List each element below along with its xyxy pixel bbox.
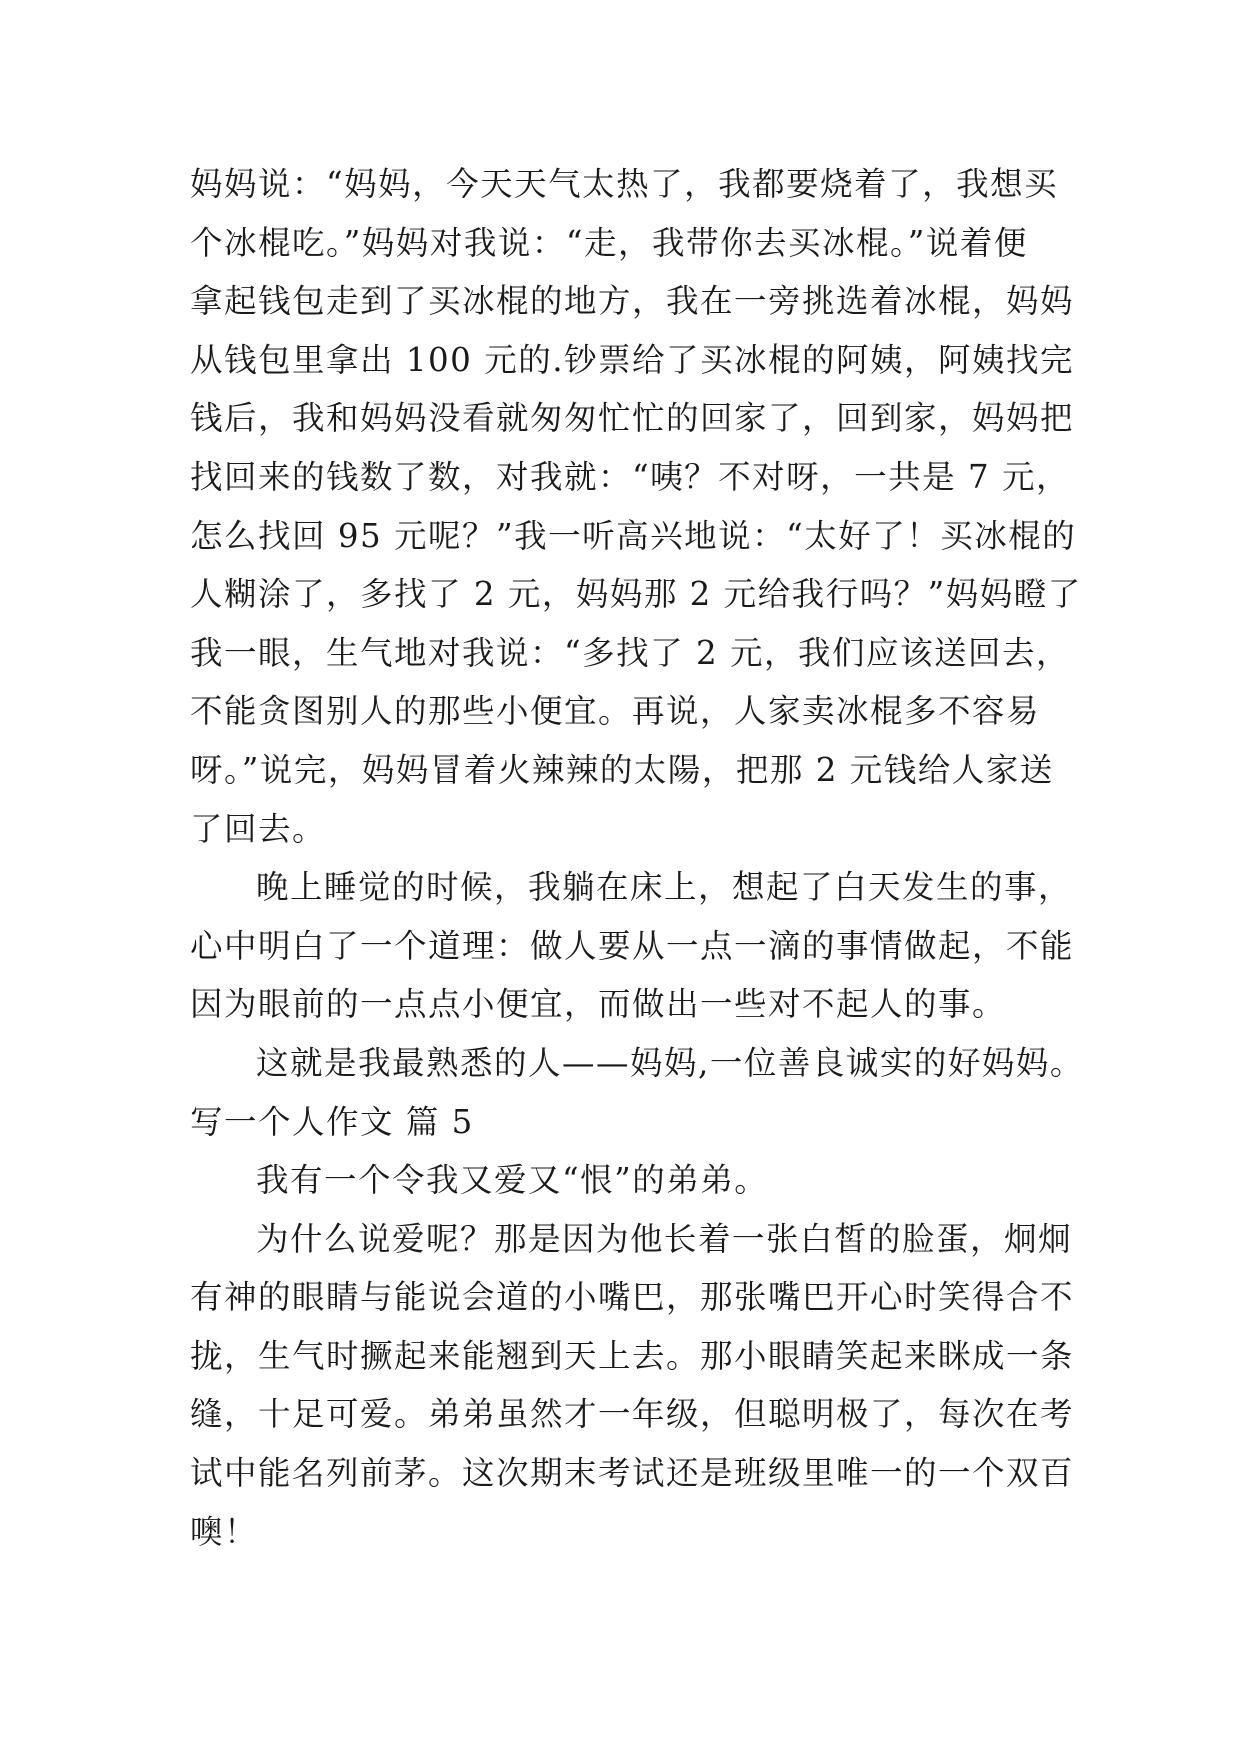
text-line: 了回去。	[190, 809, 327, 848]
text-line: 噢！	[190, 1512, 259, 1551]
text-line: 有神的眼睛与能说会道的小嘴巴，那张嘴巴开心时笑得合不	[190, 1278, 1075, 1317]
text-line: 拿起钱包走到了买冰棍的地方，我在一旁挑选着冰棍，妈妈	[190, 282, 1075, 321]
text-line: 晚上睡觉的时候，我躺在床上，想起了白天发生的事，	[256, 868, 1073, 907]
text-line: 钱后，我和妈妈没看就匆匆忙忙的回家了，回到家，妈妈把	[190, 399, 1075, 438]
text-line: 因为眼前的一点点小便宜，而做出一些对不起人的事。	[190, 985, 1007, 1024]
text-line: 这就是我最熟悉的人——妈妈,一位善良诚实的好妈妈。	[256, 1043, 1084, 1082]
text-line: 心中明白了一个道理：做人要从一点一滴的事情做起，不能	[190, 926, 1075, 965]
text-line: 个冰棍吃。”妈妈对我说：“走，我带你去买冰棍。”说着便	[190, 223, 1028, 262]
text-line: 不能贪图别人的那些小便宜。再说，人家卖冰棍多不容易	[190, 692, 1041, 731]
text-line: 缝，十足可爱。弟弟虽然才一年级，但聪明极了，每次在考	[190, 1395, 1075, 1434]
text-line: 我一眼，生气地对我说：“多找了 2 元，我们应该送回去，	[190, 633, 1070, 672]
text-line: 人糊涂了，多找了 2 元，妈妈那 2 元给我行吗？”妈妈瞪了	[190, 575, 1082, 614]
text-line: 拢，生气时撅起来能翘到天上去。那小眼睛笑起来眯成一条	[190, 1336, 1075, 1375]
text-line: 我有一个令我又爱又“恨”的弟弟。	[256, 1161, 769, 1200]
text-line: 妈妈说：“妈妈，今天天气太热了，我都要烧着了，我想买	[190, 165, 1059, 203]
text-line: 找回来的钱数了数，对我就：“咦？不对呀，一共是 7 元，	[190, 457, 1070, 496]
text-line: 呀。”说完，妈妈冒着火辣辣的太陽，把那 2 元钱给人家送	[190, 750, 1054, 789]
text-line: 试中能名列前茅。这次期末考试还是班级里唯一的一个双百	[190, 1454, 1075, 1493]
document-body	[190, 155, 1084, 1561]
text-line: 写一个人作文 篇 5	[190, 1102, 474, 1141]
text-line: 怎么找回 95 元呢？”我一听高兴地说：“太好了！买冰棍的	[190, 516, 1077, 555]
text-line: 为什么说爱呢？那是因为他长着一张白皙的脸蛋，炯炯	[256, 1219, 1073, 1258]
text-line: 从钱包里拿出 100 元的.钞票给了买冰棍的阿姨，阿姨找完	[190, 340, 1075, 379]
